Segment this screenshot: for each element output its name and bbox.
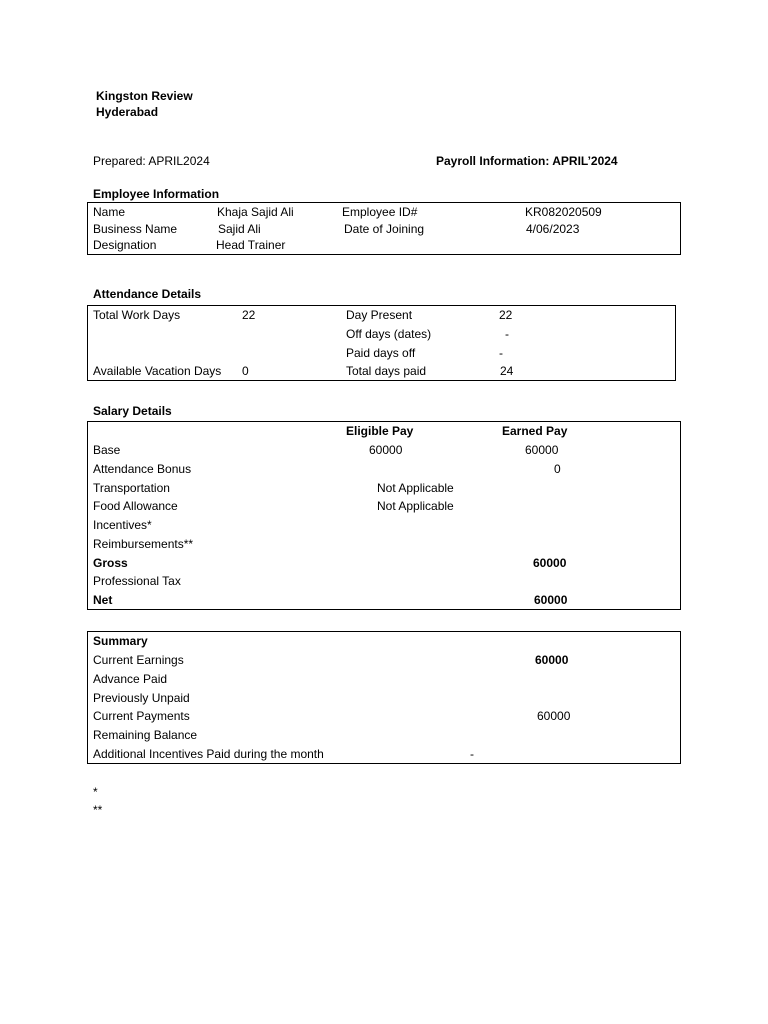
current-payments-value: 60000 <box>537 709 571 723</box>
current-payments-label: Current Payments <box>93 709 190 723</box>
advance-paid-label: Advance Paid <box>93 672 168 686</box>
total-days-paid-value: 24 <box>500 364 514 378</box>
net-earned: 60000 <box>534 593 568 607</box>
current-earnings-label: Current Earnings <box>93 653 184 667</box>
designation-value: Head Trainer <box>216 238 286 252</box>
footnote-single: * <box>93 785 98 799</box>
total-work-days-value: 22 <box>242 308 256 322</box>
date-of-joining-label: Date of Joining <box>344 222 425 236</box>
professional-tax-label: Professional Tax <box>93 574 181 588</box>
reimbursements-label: Reimbursements** <box>93 537 194 551</box>
attendance-bonus-label: Attendance Bonus <box>93 462 192 476</box>
remaining-balance-label: Remaining Balance <box>93 728 198 742</box>
attendance-heading: Attendance Details <box>93 287 202 301</box>
employee-id-label: Employee ID# <box>342 205 418 219</box>
base-label: Base <box>93 443 121 457</box>
footnote-double: ** <box>93 803 103 817</box>
base-eligible: 60000 <box>369 443 403 457</box>
earned-pay-header: Earned Pay <box>502 424 568 438</box>
designation-label: Designation <box>93 238 157 252</box>
day-present-value: 22 <box>499 308 513 322</box>
date-of-joining-value: 4/06/2023 <box>526 222 580 236</box>
employee-info-heading: Employee Information <box>93 187 220 201</box>
off-days-label: Off days (dates) <box>346 327 432 341</box>
gross-label: Gross <box>93 556 128 570</box>
name-value: Khaja Sajid Ali <box>217 205 294 219</box>
additional-incentives-label: Additional Incentives Paid during the month <box>93 747 324 761</box>
transportation-label: Transportation <box>93 481 170 495</box>
salary-heading: Salary Details <box>93 404 172 418</box>
payroll-info-title: Payroll Information: APRIL’2024 <box>436 154 618 168</box>
name-label: Name <box>93 205 126 219</box>
vacation-days-value: 0 <box>242 364 249 378</box>
company-name: Kingston Review <box>96 89 193 103</box>
total-work-days-label: Total Work Days <box>93 308 181 322</box>
employee-id-value: KR082020509 <box>525 205 602 219</box>
attendance-bonus-earned: 0 <box>554 462 561 476</box>
total-days-paid-label: Total days paid <box>346 364 427 378</box>
food-allowance-eligible: Not Applicable <box>377 499 454 513</box>
summary-heading: Summary <box>93 634 148 648</box>
company-city: Hyderabad <box>96 105 159 119</box>
gross-earned: 60000 <box>533 556 567 570</box>
transportation-eligible: Not Applicable <box>377 481 454 495</box>
vacation-days-label: Available Vacation Days <box>93 364 222 378</box>
business-name-label: Business Name <box>93 222 178 236</box>
incentives-label: Incentives* <box>93 518 152 532</box>
day-present-label: Day Present <box>346 308 413 322</box>
previously-unpaid-label: Previously Unpaid <box>93 691 190 705</box>
food-allowance-label: Food Allowance <box>93 499 178 513</box>
paid-days-off-value: - <box>499 346 503 360</box>
prepared-date: Prepared: APRIL2024 <box>93 154 210 168</box>
off-days-value: - <box>505 327 509 341</box>
net-label: Net <box>93 593 113 607</box>
paid-days-off-label: Paid days off <box>346 346 416 360</box>
additional-incentives-value: - <box>470 747 474 761</box>
business-name-value: Sajid Ali <box>218 222 261 236</box>
eligible-pay-header: Eligible Pay <box>346 424 414 438</box>
current-earnings-value: 60000 <box>535 653 569 667</box>
base-earned: 60000 <box>525 443 559 457</box>
